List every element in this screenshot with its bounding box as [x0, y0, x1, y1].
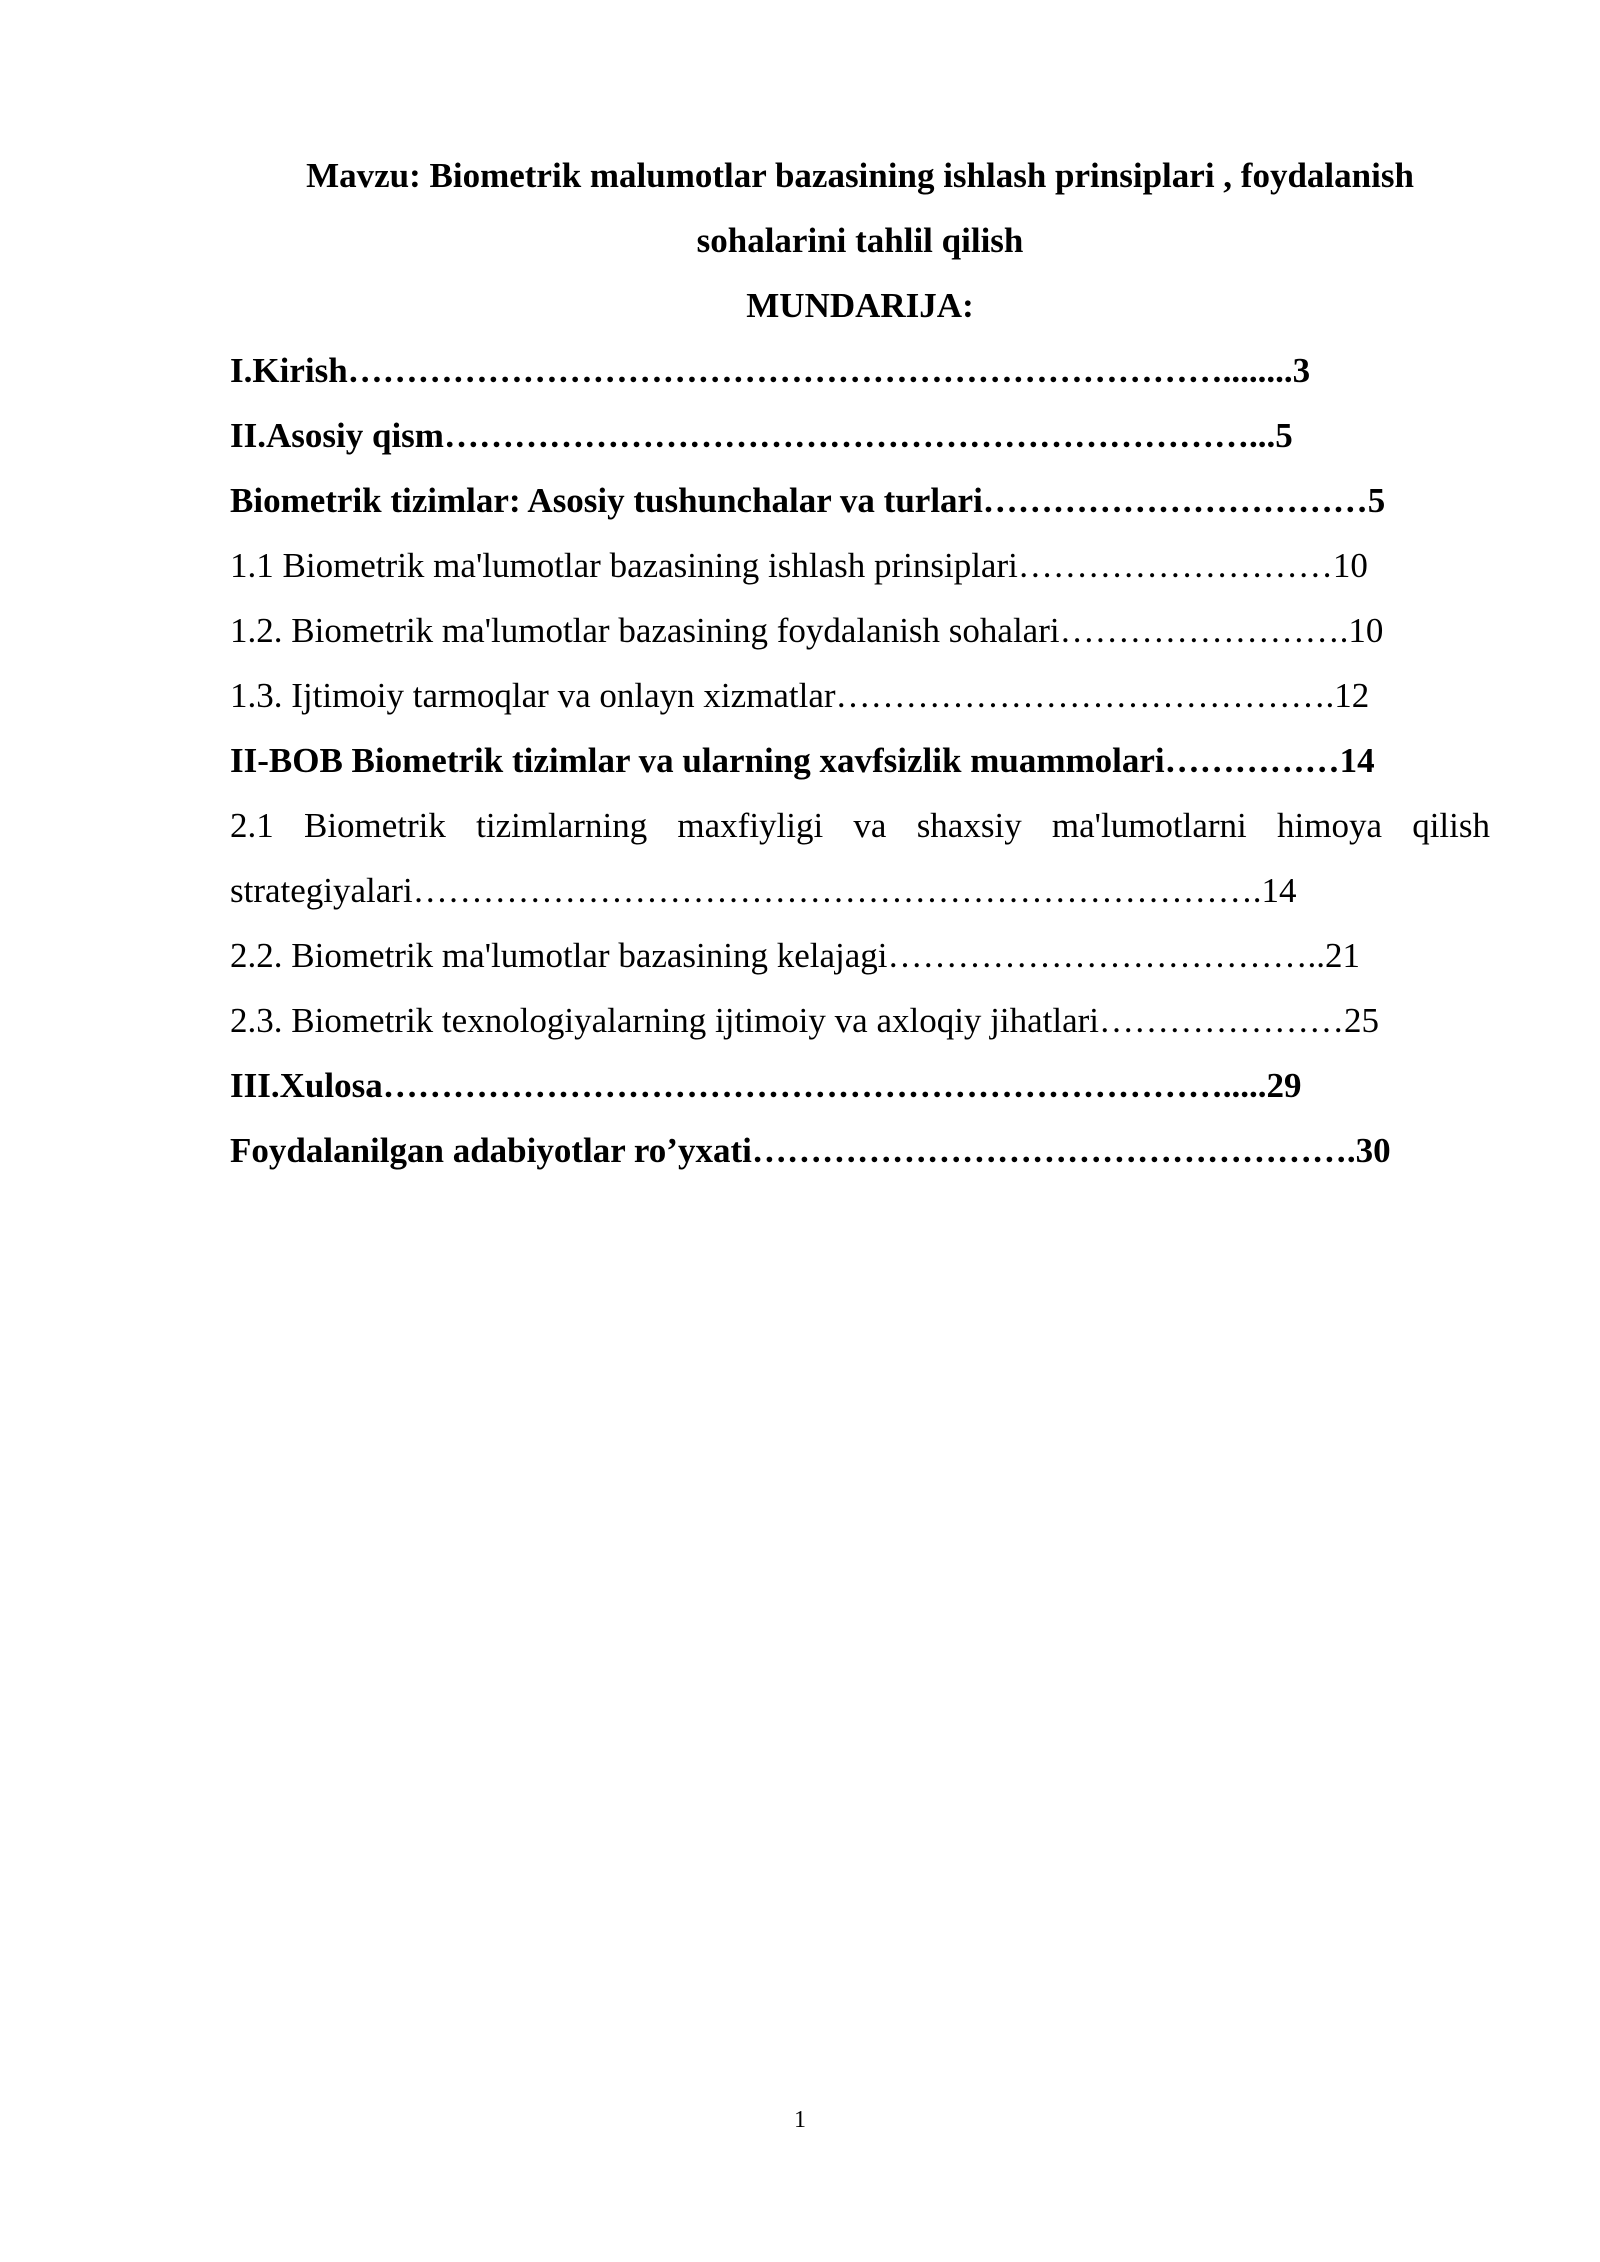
toc-item-2-3: 2.3. Biometrik texnologiyalarning ijtimoiy va axloqiy jihatlari…………………25: [230, 1001, 1380, 1040]
toc-item-biometrik-tizimlar: Biometrik tizimlar: Asosiy tushunchalar va turlari……………………………5: [230, 481, 1386, 520]
toc-item-1-1: 1.1 Biometrik ma'lumotlar bazasining ishlash prinsiplari………………………10: [230, 546, 1368, 585]
toc-item-2-2: 2.2. Biometrik ma'lumotlar bazasining kelajagi………………………………..21: [230, 936, 1361, 975]
toc-item-2-1: 2.1 Biometrik tizimlarning maxfiyligi va shaxsiy ma'lumotlarni himoya qilish: [230, 806, 1490, 845]
page-number: 1: [794, 2107, 806, 2133]
toc-item-kirish: I.Kirish…………………………………………………………………........3: [230, 351, 1311, 390]
toc-item-adabiyotlar: Foydalanilgan adabiyotlar ro’yxati…………………………………………….30: [230, 1131, 1391, 1170]
toc-item-asosiy-qism: II.Asosiy qism……………………………………………………………...5: [230, 416, 1293, 455]
toc-item-ii-bob: II-BOB Biometrik tizimlar va ularning xavfsizlik muammolari……………14: [230, 741, 1375, 780]
document-title-line-1: Mavzu: Biometrik malumotlar bazasining ishlash prinsiplari , foydalanish: [306, 156, 1414, 195]
contents-heading: MUNDARIJA:: [746, 286, 974, 325]
toc-item-2-1-continued: strategiyalari……………………………………………………………….14: [230, 871, 1297, 910]
document-title-line-2: sohalarini tahlil qilish: [696, 221, 1024, 260]
toc-item-1-3: 1.3. Ijtimoiy tarmoqlar va onlayn xizmatlar…………………………………….12: [230, 676, 1370, 715]
toc-item-xulosa: III.Xulosa……………………………………………………………….....29: [230, 1066, 1302, 1105]
toc-item-1-2: 1.2. Biometrik ma'lumotlar bazasining foydalanish sohalari…………………….10: [230, 611, 1384, 650]
